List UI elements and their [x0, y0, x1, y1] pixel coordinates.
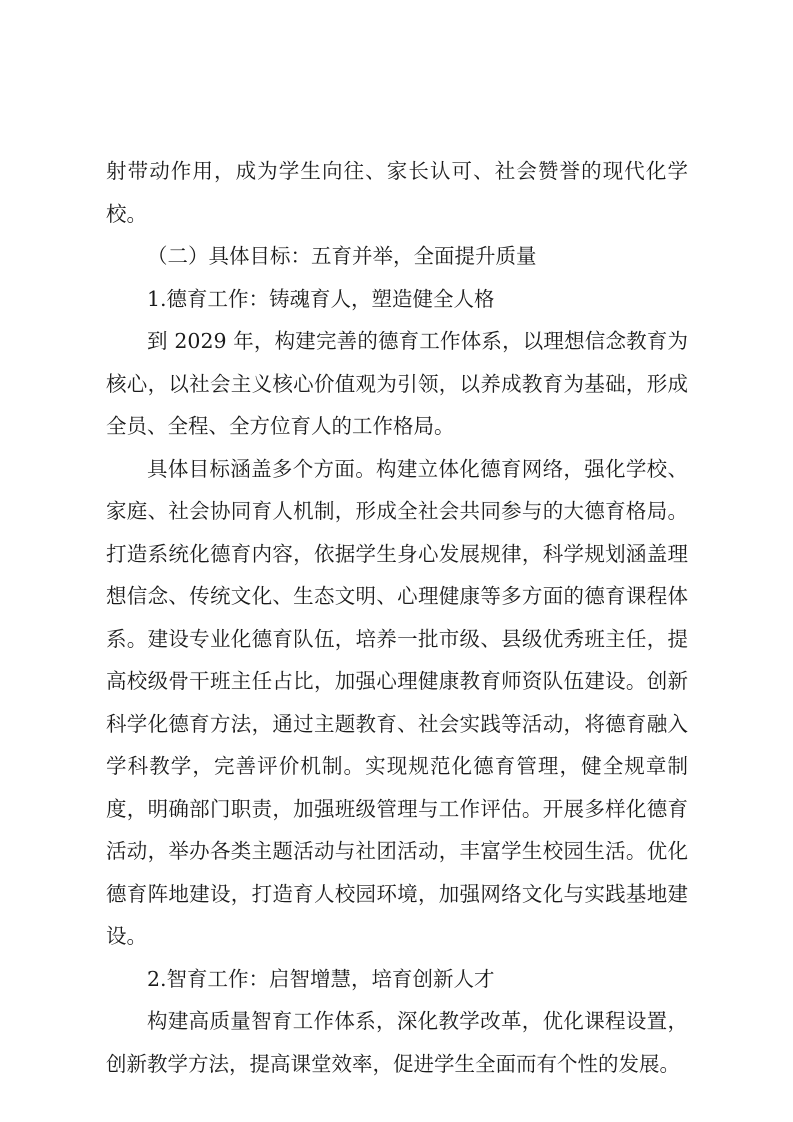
document-body: [106, 150, 688, 1085]
section-heading-specific-goals: （二）具体目标：五育并举，全面提升质量: [147, 244, 537, 268]
paragraph-intellectual-goal: 构建高质量智育工作体系，深化教学改革，优化课程设置，创新教学方法，提高课堂效率，促进学生全面而有个性的发展。: [106, 1009, 688, 1076]
paragraph-moral-specific-goals: 具体目标涵盖多个方面。构建立体化德育网络，强化学校、家庭、社会协同育人机制，形成全社会共同参与的大德育格局。打造系统化德育内容，依据学生身心发展规律，科学规划涵盖理想信念、传统文化、生态文明、心理健康等多方面的德育课程体系。建设专业化德育队伍，培养一批市级、县级优秀班主任，提高校级骨干班主任占比，加强心理健康教育师资队伍建设。创新科学化德育方法，通过主题教育、社会实践等活动，将德育融入学科教学，完善评价机制。实现规范化德育管理，健全规章制度，明确部门职责，加强班级管理与工作评估。开展多样化德育活动，举办各类主题活动与社团活动，丰富学生校园生活。优化德育阵地建设，打造育人校园环境，加强网络文化与实践基地建设。: [106, 456, 688, 948]
paragraph-moral-goal-2029: 到 2029 年，构建完善的德育工作体系，以理想信念教育为核心，以社会主义核心价值观为引领，以养成教育为基础，形成全员、全程、全方位育人的工作格局。: [106, 329, 688, 438]
subheading-intellectual-education: 2.智育工作：启智增慧，培育创新人才: [147, 966, 495, 991]
subheading-moral-education: 1.德育工作：铸魂育人，塑造健全人格: [147, 286, 495, 311]
paragraph-continuation: 射带动作用，成为学生向往、家长认可、社会赞誉的现代化学校。: [106, 159, 688, 226]
